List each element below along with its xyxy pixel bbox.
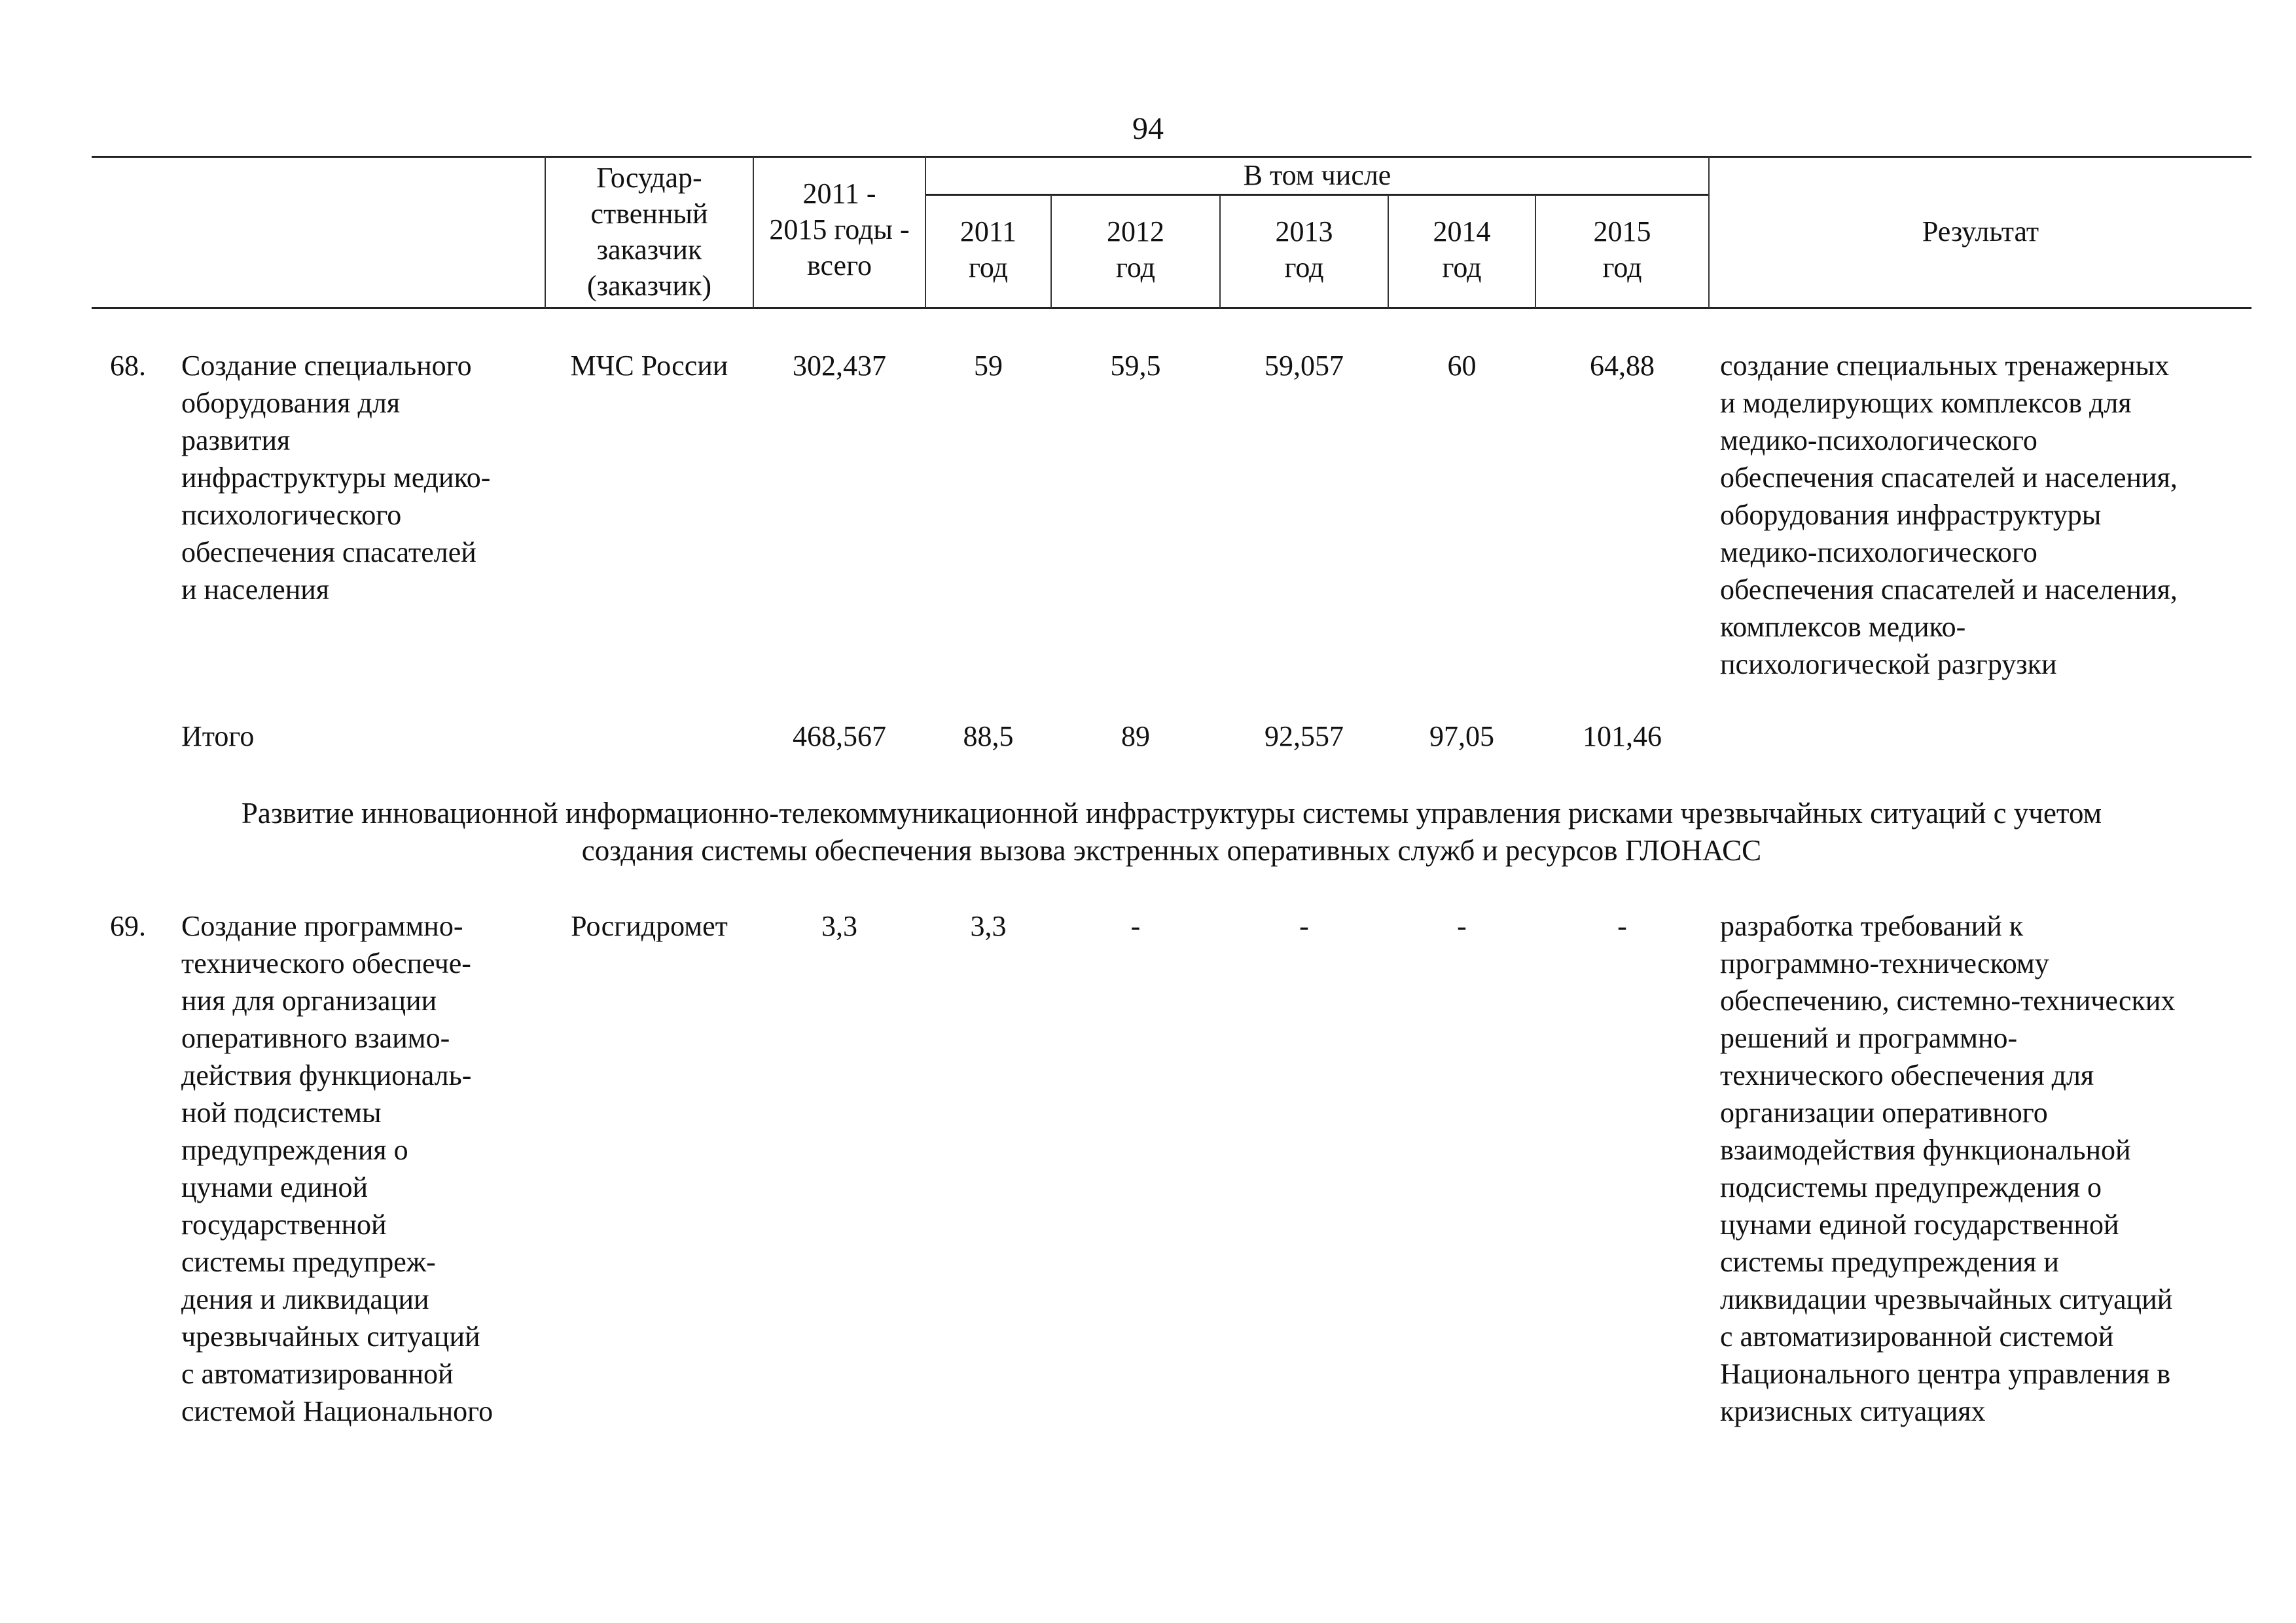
header-year-2012: 2012 год [1107, 215, 1164, 283]
row-customer: МЧС России [570, 350, 728, 382]
row-2013: 59,057 [1265, 350, 1344, 382]
row-2015: 64,88 [1590, 350, 1655, 382]
header-year-2015: 2015 год [1593, 215, 1651, 283]
row-2012: - [1130, 910, 1141, 942]
header-year-2011: 2011 год [960, 215, 1017, 283]
total-2015: 101,46 [1583, 720, 1662, 752]
row-total: 302,437 [793, 350, 886, 382]
header-year-2014: 2014 год [1433, 215, 1491, 283]
row-2015: - [1617, 910, 1627, 942]
row-total: 3,3 [821, 910, 857, 942]
header-customer: Государ- ственный заказчик (заказчик) [586, 162, 711, 302]
page-number: 94 [1132, 111, 1164, 146]
row-result: создание специальных тренажерных и моделирующих комплексов для медико-психологического обеспечения спасателей и населения, оборудования инфраструктуры медико-психологического обеспечения спасателей и населения, комплексов медико- психологической разгрузки [1720, 350, 2178, 680]
total-2012: 89 [1121, 720, 1150, 752]
section-title: Развитие инновационной информационно-телекоммуникационной инфраструктуры системы управления рисками чрезвычайных ситуаций с учетом создания системы обеспечения вызова экстренных оперативных служб и ресурсов ГЛОНАСС [241, 797, 2102, 867]
total-2014: 97,05 [1429, 720, 1494, 752]
total-sum: 468,567 [793, 720, 886, 752]
row-result: разработка требований к программно-техническому обеспечению, системно-технических решений и программно- технического обеспечения для организации оперативного взаимодействия функциональной подсистемы предупреждения о цунами единой государственной системы предупреждения и ликвидации чрезвычайных ситуаций с автоматизированной системой Национального центра управления в кризисных ситуациях [1720, 910, 2176, 1427]
total-2011: 88,5 [963, 720, 1014, 752]
header-including: В том числе [1243, 159, 1391, 191]
header-bottom-border [92, 307, 2251, 309]
total-2013: 92,557 [1265, 720, 1344, 752]
row-2011: 3,3 [970, 910, 1007, 942]
row-2011: 59 [974, 350, 1003, 382]
header-result: Результат [1922, 215, 2039, 247]
row-number: 69. [110, 910, 146, 942]
row-name: Создание программно- технического обеспече- ния для организации оперативного взаимо- действия функциональ- ной подсистемы предупреждения о цунами единой государственной системы предупреж- дения и ликвидации чрезвычайных ситуаций с автоматизированной системой Национального [181, 910, 493, 1427]
total-label: Итого [181, 720, 255, 752]
header-year-2013: 2013 год [1275, 215, 1333, 283]
row-number: 68. [110, 350, 146, 382]
row-2012: 59,5 [1110, 350, 1161, 382]
row-customer: Росгидромет [571, 910, 728, 942]
row-2014: - [1457, 910, 1467, 942]
row-name: Создание специального оборудования для развития инфраструктуры медико- психологического обеспечения спасателей и населения [181, 350, 491, 606]
header-total: 2011 - 2015 годы - всего [769, 177, 910, 282]
including-underline [926, 194, 1709, 196]
row-2013: - [1299, 910, 1309, 942]
row-2014: 60 [1447, 350, 1477, 382]
